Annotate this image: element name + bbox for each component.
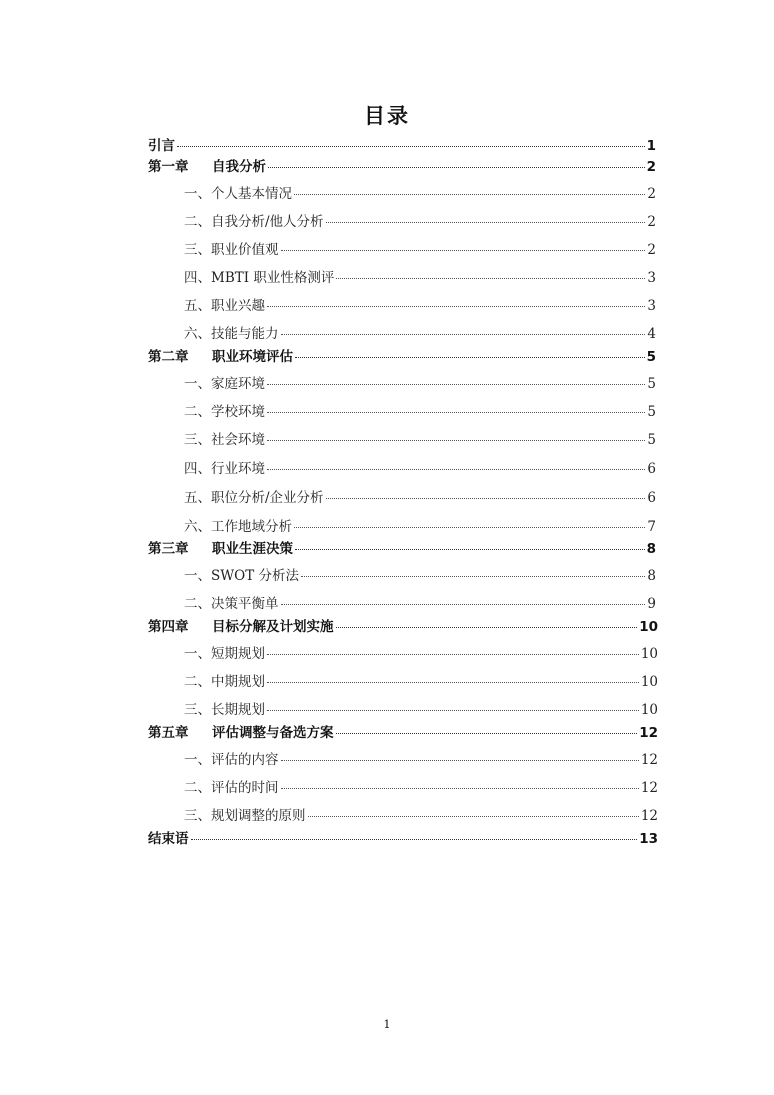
- dot-leader: [281, 604, 646, 605]
- toc-section-entry[interactable]: [184, 700, 658, 720]
- toc-entry-label: [184, 374, 265, 394]
- toc-section-entry[interactable]: [184, 566, 656, 586]
- toc-page-number: 12: [639, 725, 658, 741]
- toc-entry-text: 四、MBTI 职业性格测评: [184, 270, 335, 286]
- toc-chapter-entry[interactable]: [148, 617, 658, 637]
- toc-entry-text: 六、工作地域分析: [184, 519, 292, 535]
- toc-entry-label: [184, 296, 265, 316]
- toc-section-entry[interactable]: [184, 240, 656, 260]
- toc-page-number: 12: [640, 808, 658, 824]
- toc-page-number: 3: [647, 270, 656, 286]
- dot-leader: [177, 146, 645, 147]
- toc-section-entry[interactable]: [184, 594, 656, 614]
- dot-leader: [281, 760, 639, 761]
- toc-entry-label: [184, 700, 265, 720]
- toc-entry-label: [148, 723, 334, 743]
- toc-page-number: 10: [640, 674, 658, 690]
- toc-chapter-number: 第五章: [148, 725, 189, 741]
- toc-page-number: 12: [640, 752, 658, 768]
- toc-entry-text: 五、职位分析/企业分析: [184, 490, 324, 506]
- dot-leader: [267, 710, 639, 711]
- toc-entry-text: 三、长期规划: [184, 702, 265, 718]
- toc-entry-label: [148, 539, 293, 559]
- toc-section-entry[interactable]: [184, 324, 656, 344]
- toc-chapter-entry[interactable]: [148, 157, 656, 177]
- toc-entry-text: 三、规划调整的原则: [184, 808, 306, 824]
- toc-entry-label: [184, 806, 306, 826]
- toc-entry-text: 目标分解及计划实施: [212, 619, 334, 635]
- toc-entry-text: 二、学校环境: [184, 404, 265, 420]
- dot-leader: [267, 384, 645, 385]
- dot-leader: [326, 222, 646, 223]
- toc-page-number: 10: [640, 646, 658, 662]
- toc-section-entry[interactable]: [184, 672, 658, 692]
- toc-entry-text: 二、决策平衡单: [184, 596, 279, 612]
- toc-entry-label: [184, 778, 279, 798]
- dot-leader: [308, 816, 639, 817]
- toc-entry-text: 二、中期规划: [184, 674, 265, 690]
- toc-page-number: 2: [646, 159, 656, 175]
- toc-chapter-entry[interactable]: [148, 539, 656, 559]
- dot-leader: [295, 549, 645, 550]
- dot-leader: [267, 469, 645, 470]
- toc-section-entry[interactable]: [184, 402, 656, 422]
- toc-entry-text: 职业生涯决策: [212, 541, 293, 557]
- dot-leader: [294, 194, 645, 195]
- toc-chapter-number: 第一章: [148, 159, 189, 175]
- toc-entry-text: 一、SWOT 分析法: [184, 568, 299, 584]
- toc-section-entry[interactable]: [184, 212, 656, 232]
- toc-entry-text: 二、评估的时间: [184, 780, 279, 796]
- toc-entry-label: [148, 136, 175, 156]
- dot-leader: [281, 788, 639, 789]
- toc-page-number: 5: [646, 349, 656, 365]
- toc-entry-label: [184, 644, 265, 664]
- dot-leader: [267, 654, 639, 655]
- toc-page-number: 5: [647, 404, 656, 420]
- toc-page-number: 13: [639, 831, 658, 847]
- toc-entry-label: [184, 459, 265, 479]
- toc-entry-label: [184, 517, 292, 537]
- toc-entry-text: 引言: [148, 138, 175, 154]
- dot-leader: [267, 306, 645, 307]
- toc-entry-label: [184, 488, 324, 508]
- toc-entry-text: 四、行业环境: [184, 461, 265, 477]
- toc-chapter-entry[interactable]: [148, 723, 658, 743]
- toc-section-entry[interactable]: [184, 750, 658, 770]
- toc-entry-label: [148, 157, 266, 177]
- dot-leader: [295, 357, 645, 358]
- toc-page-number: 2: [647, 186, 656, 202]
- toc-entry-text: 三、社会环境: [184, 432, 265, 448]
- toc-page-number: 2: [647, 242, 656, 258]
- toc-entry-label: [184, 268, 334, 288]
- dot-leader: [336, 733, 638, 734]
- toc-page-number: 4: [647, 326, 656, 342]
- toc-page-number: 5: [647, 432, 656, 448]
- toc-section-entry[interactable]: [184, 517, 656, 537]
- toc-section-entry[interactable]: [184, 296, 656, 316]
- toc-section-entry[interactable]: [184, 268, 656, 288]
- toc-page-number: 10: [639, 619, 658, 635]
- toc-entry-text: 三、职业价值观: [184, 242, 279, 258]
- dot-leader: [294, 527, 645, 528]
- toc-page-number: 6: [647, 490, 656, 506]
- toc-entry-label: [184, 672, 265, 692]
- toc-page-number: 1: [646, 138, 656, 154]
- toc-entry-text: 一、家庭环境: [184, 376, 265, 392]
- toc-entry-text: 结束语: [148, 831, 189, 847]
- toc-entry-label: [148, 347, 293, 367]
- toc-entry-text: 五、职业兴趣: [184, 298, 265, 314]
- dot-leader: [301, 576, 645, 577]
- toc-entry-text: 六、技能与能力: [184, 326, 279, 342]
- dot-leader: [281, 334, 646, 335]
- toc-section-entry[interactable]: [184, 644, 658, 664]
- toc-entry-label: [148, 829, 189, 849]
- page-number: 1: [383, 1018, 391, 1031]
- dot-leader: [336, 627, 638, 628]
- toc-section-entry[interactable]: [184, 374, 656, 394]
- toc-entry-label: [148, 617, 334, 637]
- toc-section-entry[interactable]: [184, 459, 656, 479]
- toc-section-entry[interactable]: [184, 806, 658, 826]
- toc-chapter-number: 第三章: [148, 541, 189, 557]
- toc-chapter-number: 第二章: [148, 349, 189, 365]
- toc-section-entry[interactable]: [184, 430, 656, 450]
- dot-leader: [267, 682, 639, 683]
- toc-entry-label: [184, 324, 279, 344]
- toc-page-number: 3: [647, 298, 656, 314]
- toc-entry-label: [184, 184, 292, 204]
- toc-chapter-number: 第四章: [148, 619, 189, 635]
- toc-entry-label: [184, 750, 279, 770]
- toc-entry-text: 职业环境评估: [212, 349, 293, 365]
- toc-entry-text: 二、自我分析/他人分析: [184, 214, 324, 230]
- dot-leader: [281, 250, 646, 251]
- toc-page-number: 8: [646, 541, 656, 557]
- dot-leader: [267, 412, 645, 413]
- toc-entry-text: 一、个人基本情况: [184, 186, 292, 202]
- toc-page-number: 7: [647, 519, 656, 535]
- toc-entry-text: 自我分析: [212, 159, 266, 175]
- toc-chapter-entry[interactable]: [148, 136, 656, 156]
- dot-leader: [268, 167, 645, 168]
- dot-leader: [267, 440, 645, 441]
- toc-entry-label: [184, 430, 265, 450]
- toc-entry-label: [184, 594, 279, 614]
- toc-page-number: 12: [640, 780, 658, 796]
- toc-entry-label: [184, 212, 324, 232]
- dot-leader: [191, 839, 638, 840]
- toc-page-number: 6: [647, 461, 656, 477]
- page-title: 目录: [364, 104, 410, 128]
- toc-chapter-entry[interactable]: [148, 829, 658, 849]
- toc-entry-text: 一、评估的内容: [184, 752, 279, 768]
- toc-entry-text: 评估调整与备选方案: [212, 725, 334, 741]
- toc-page-number: 9: [647, 596, 656, 612]
- toc-section-entry[interactable]: [184, 488, 656, 508]
- dot-leader: [326, 498, 646, 499]
- toc-entry-label: [184, 566, 299, 586]
- toc-section-entry[interactable]: [184, 184, 656, 204]
- toc-page-number: 8: [647, 568, 656, 584]
- toc-entry-text: 一、短期规划: [184, 646, 265, 662]
- toc-entry-label: [184, 240, 279, 260]
- toc-page-number: 2: [647, 214, 656, 230]
- toc-section-entry[interactable]: [184, 778, 658, 798]
- toc-page-number: 10: [640, 702, 658, 718]
- dot-leader: [336, 278, 645, 279]
- toc-chapter-entry[interactable]: [148, 347, 656, 367]
- toc-entry-label: [184, 402, 265, 422]
- toc-page-number: 5: [647, 376, 656, 392]
